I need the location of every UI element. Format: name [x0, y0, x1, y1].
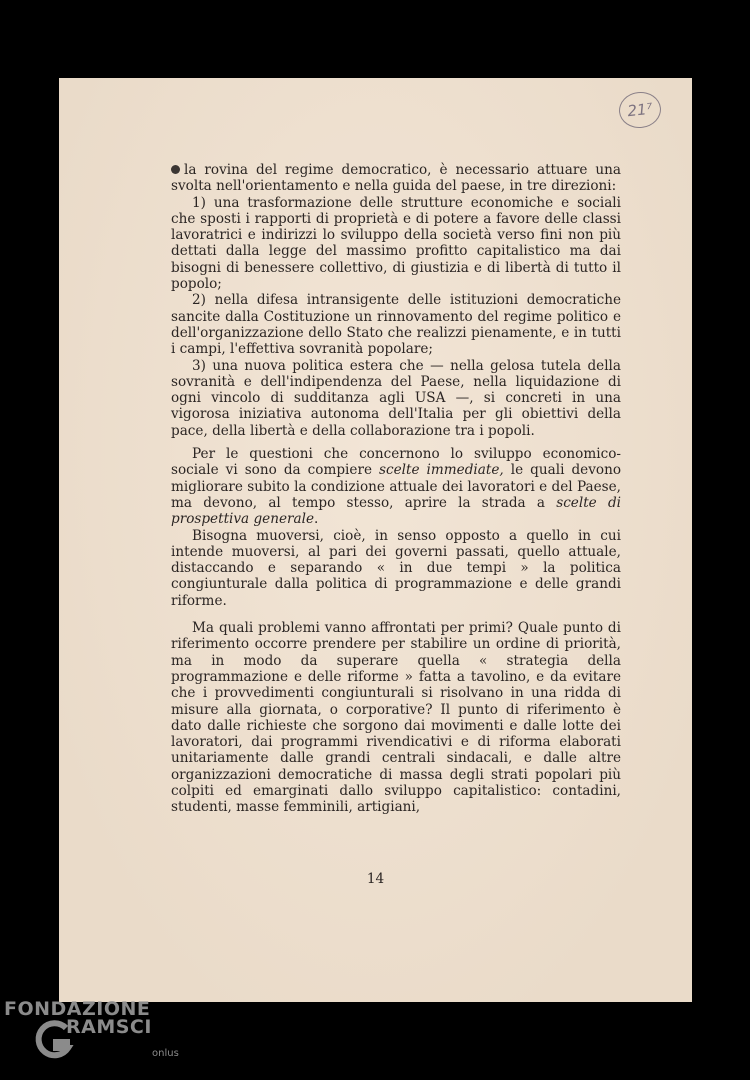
archive-number-stamp: 21 ⁷: [617, 90, 663, 130]
logo-line-1: FONDAZIONE: [4, 998, 151, 1020]
paragraph-2: 1) una trasformazione delle strutture economiche e sociali che sposti i rapporti di proprietà e di potere a favore delle classi lavoratrici e indirizzi lo sviluppo della società verso fini non più dettati dalla legge del massimo profitto capitalistico ma dai bisogni di benessere collettivo, di giustizia e di libertà di tutto il popolo;: [171, 194, 621, 293]
paragraph-1: la rovina del regime democratico, è necessario attuare una svolta nell'orientamento e nella guida del paese, in tre direzioni:: [171, 162, 621, 195]
logo-line-2: RAMSCI: [66, 1016, 152, 1038]
body-text: [171, 162, 621, 816]
paragraph-4: 3) una nuova politica estera che — nella gelosa tutela della sovranità e dell'indipendenza del Paese, nella liquidazione di ogni vincolo di sudditanza agli USA —, si concreti in una vigorosa iniziativa autonoma dell'Italia per gli obiettivi della pace, della libertà e della collaborazione tra i popoli.: [171, 357, 621, 439]
archive-number: 21: [626, 100, 648, 121]
document-page: [59, 78, 692, 1002]
paragraph-5: Per le questioni che concernono lo sviluppo economico-sociale vi sono da compiere scelte immediate, le quali devono migliorare subito la condizione attuale dei lavoratori e del Paese, ma devono, al tempo stesso, aprire la strada a scelte di prospettiva generale.: [171, 446, 622, 528]
paragraph-6: Bisogna muoversi, cioè, in senso opposto a quello in cui intende muoversi, al pari dei governi passati, quello attuale, distaccando e separando « in due tempi » la politica congiunturale dalla politica di programmazione e delle grandi riforme.: [171, 527, 621, 609]
paragraph-3: 2) nella difesa intransigente delle istituzioni democratiche sancite dalla Costituzione un rinnovamento del regime politico e dell'organizzazione dello Stato che realizzi pienamente, e in tutti i campi, l'effettiva sovranità popolare;: [171, 292, 621, 358]
bullet-icon: [171, 165, 180, 174]
page-number: 14: [366, 871, 385, 887]
fondazione-gramsci-logo: [4, 996, 194, 1076]
logo-onlus: onlus: [152, 1048, 179, 1059]
paragraph-7: Ma quali problemi vanno affrontati per primi? Quale punto di riferimento occorre prendere per stabilire un ordine di priorità, ma in modo da superare quella « strategia della programmazione e delle riforme » fatta a tavolino, e da evitare che i provvedimenti congiunturali si risolvano in una ridda di misure alla giornata, o corporative? Il punto di riferimento è dato dalle richieste che sorgono dai movimenti e dalle lotte dei lavoratori, dai programmi rivendicativi e di riforma elaborati unitariamente dalle grandi centrali sindacali, e dalle altre organizzazioni democratiche di massa degli strati popolari più colpiti ed emarginati dallo sviluppo capitalistico: contadini, studenti, masse femminili, artigiani,: [171, 620, 621, 816]
